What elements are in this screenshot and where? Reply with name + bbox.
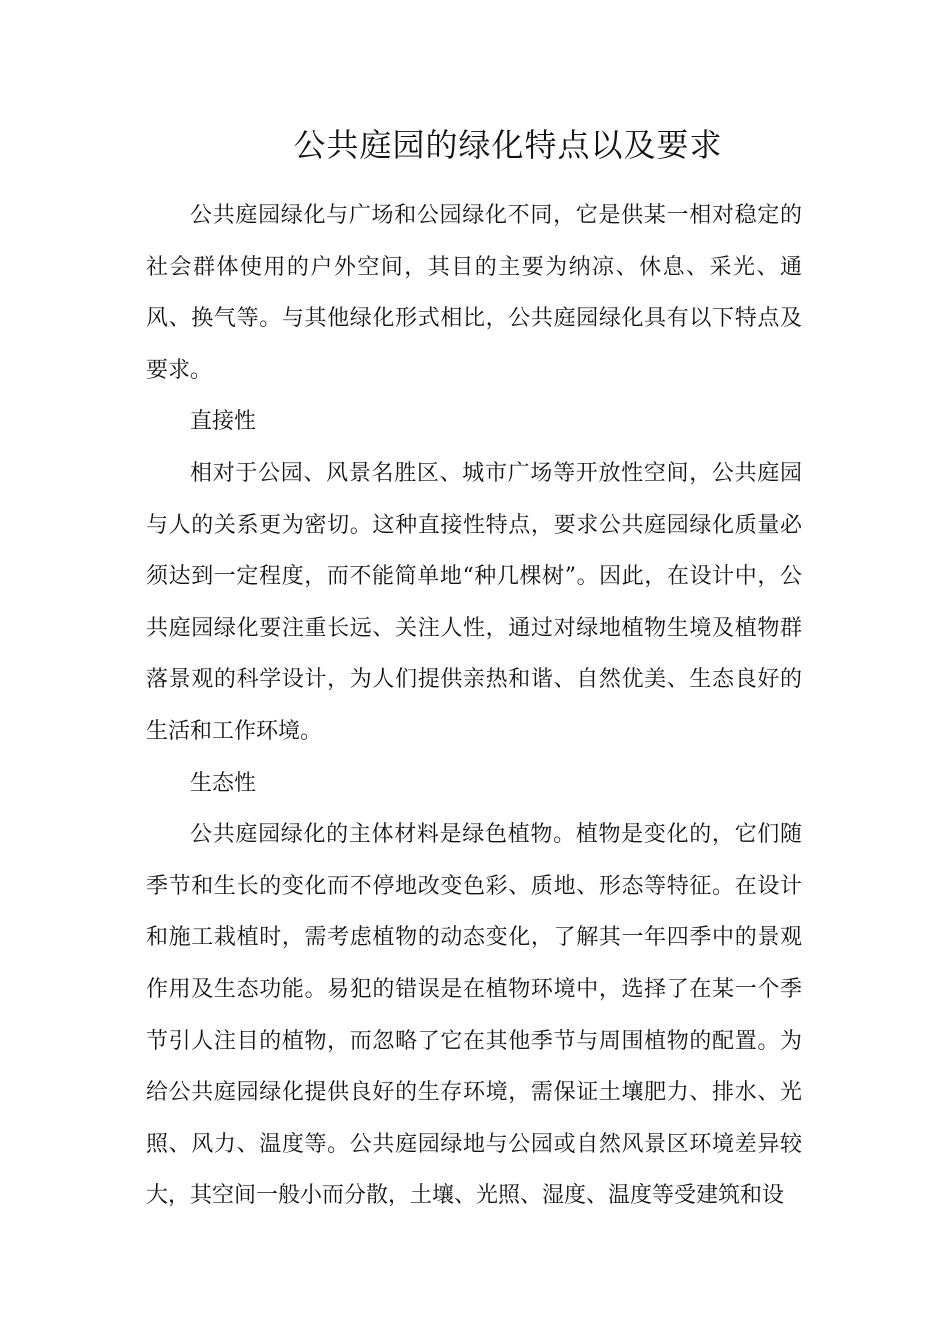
document-title: 公共庭园的绿化特点以及要求 (293, 126, 723, 164)
document-body (146, 190, 802, 1222)
paragraph-directness: 相对于公园、风景名胜区、城市广场等开放性空间，公共庭园与人的关系更为密切。这种直接性特点，要求公共庭园绿化质量必须达到一定程度，而不能简单地“种几棵树”。因此，在设计中，公共庭园绿化要注重长远、关注人性，通过对绿地植物生境及植物群落景观的科学设计，为人们提供亲热和谐、自然优美、生态良好的生活和工作环境。 (146, 460, 802, 744)
paragraph-intro: 公共庭园绿化与广场和公园绿化不同，它是供某一相对稳定的社会群体使用的户外空间，其目的主要为纳凉、休息、采光、通风、换气等。与其他绿化形式相比，公共庭园绿化具有以下特点及要求。 (146, 203, 802, 383)
section-heading-directness: 直接性 (190, 409, 257, 435)
section-heading-ecology: 生态性 (190, 770, 257, 796)
paragraph-ecology: 公共庭园绿化的主体材料是绿色植物。植物是变化的，它们随季节和生长的变化而不停地改变色彩、质地、形态等特征。在设计和施工栽植时，需考虑植物的动态变化，了解其一年四季中的景观作用及生态功能。易犯的错误是在植物环境中，选择了在某一个季节引人注目的植物，而忽略了它在其他季节与周围植物的配置。为给公共庭园绿化提供良好的生存环境，需保证土壤肥力、排水、光照、风力、温度等。公共庭园绿地与公园或自然风景区环境差异较大，其空间一般小而分散，土壤、光照、湿度、温度等受建筑和设 (146, 822, 802, 1209)
